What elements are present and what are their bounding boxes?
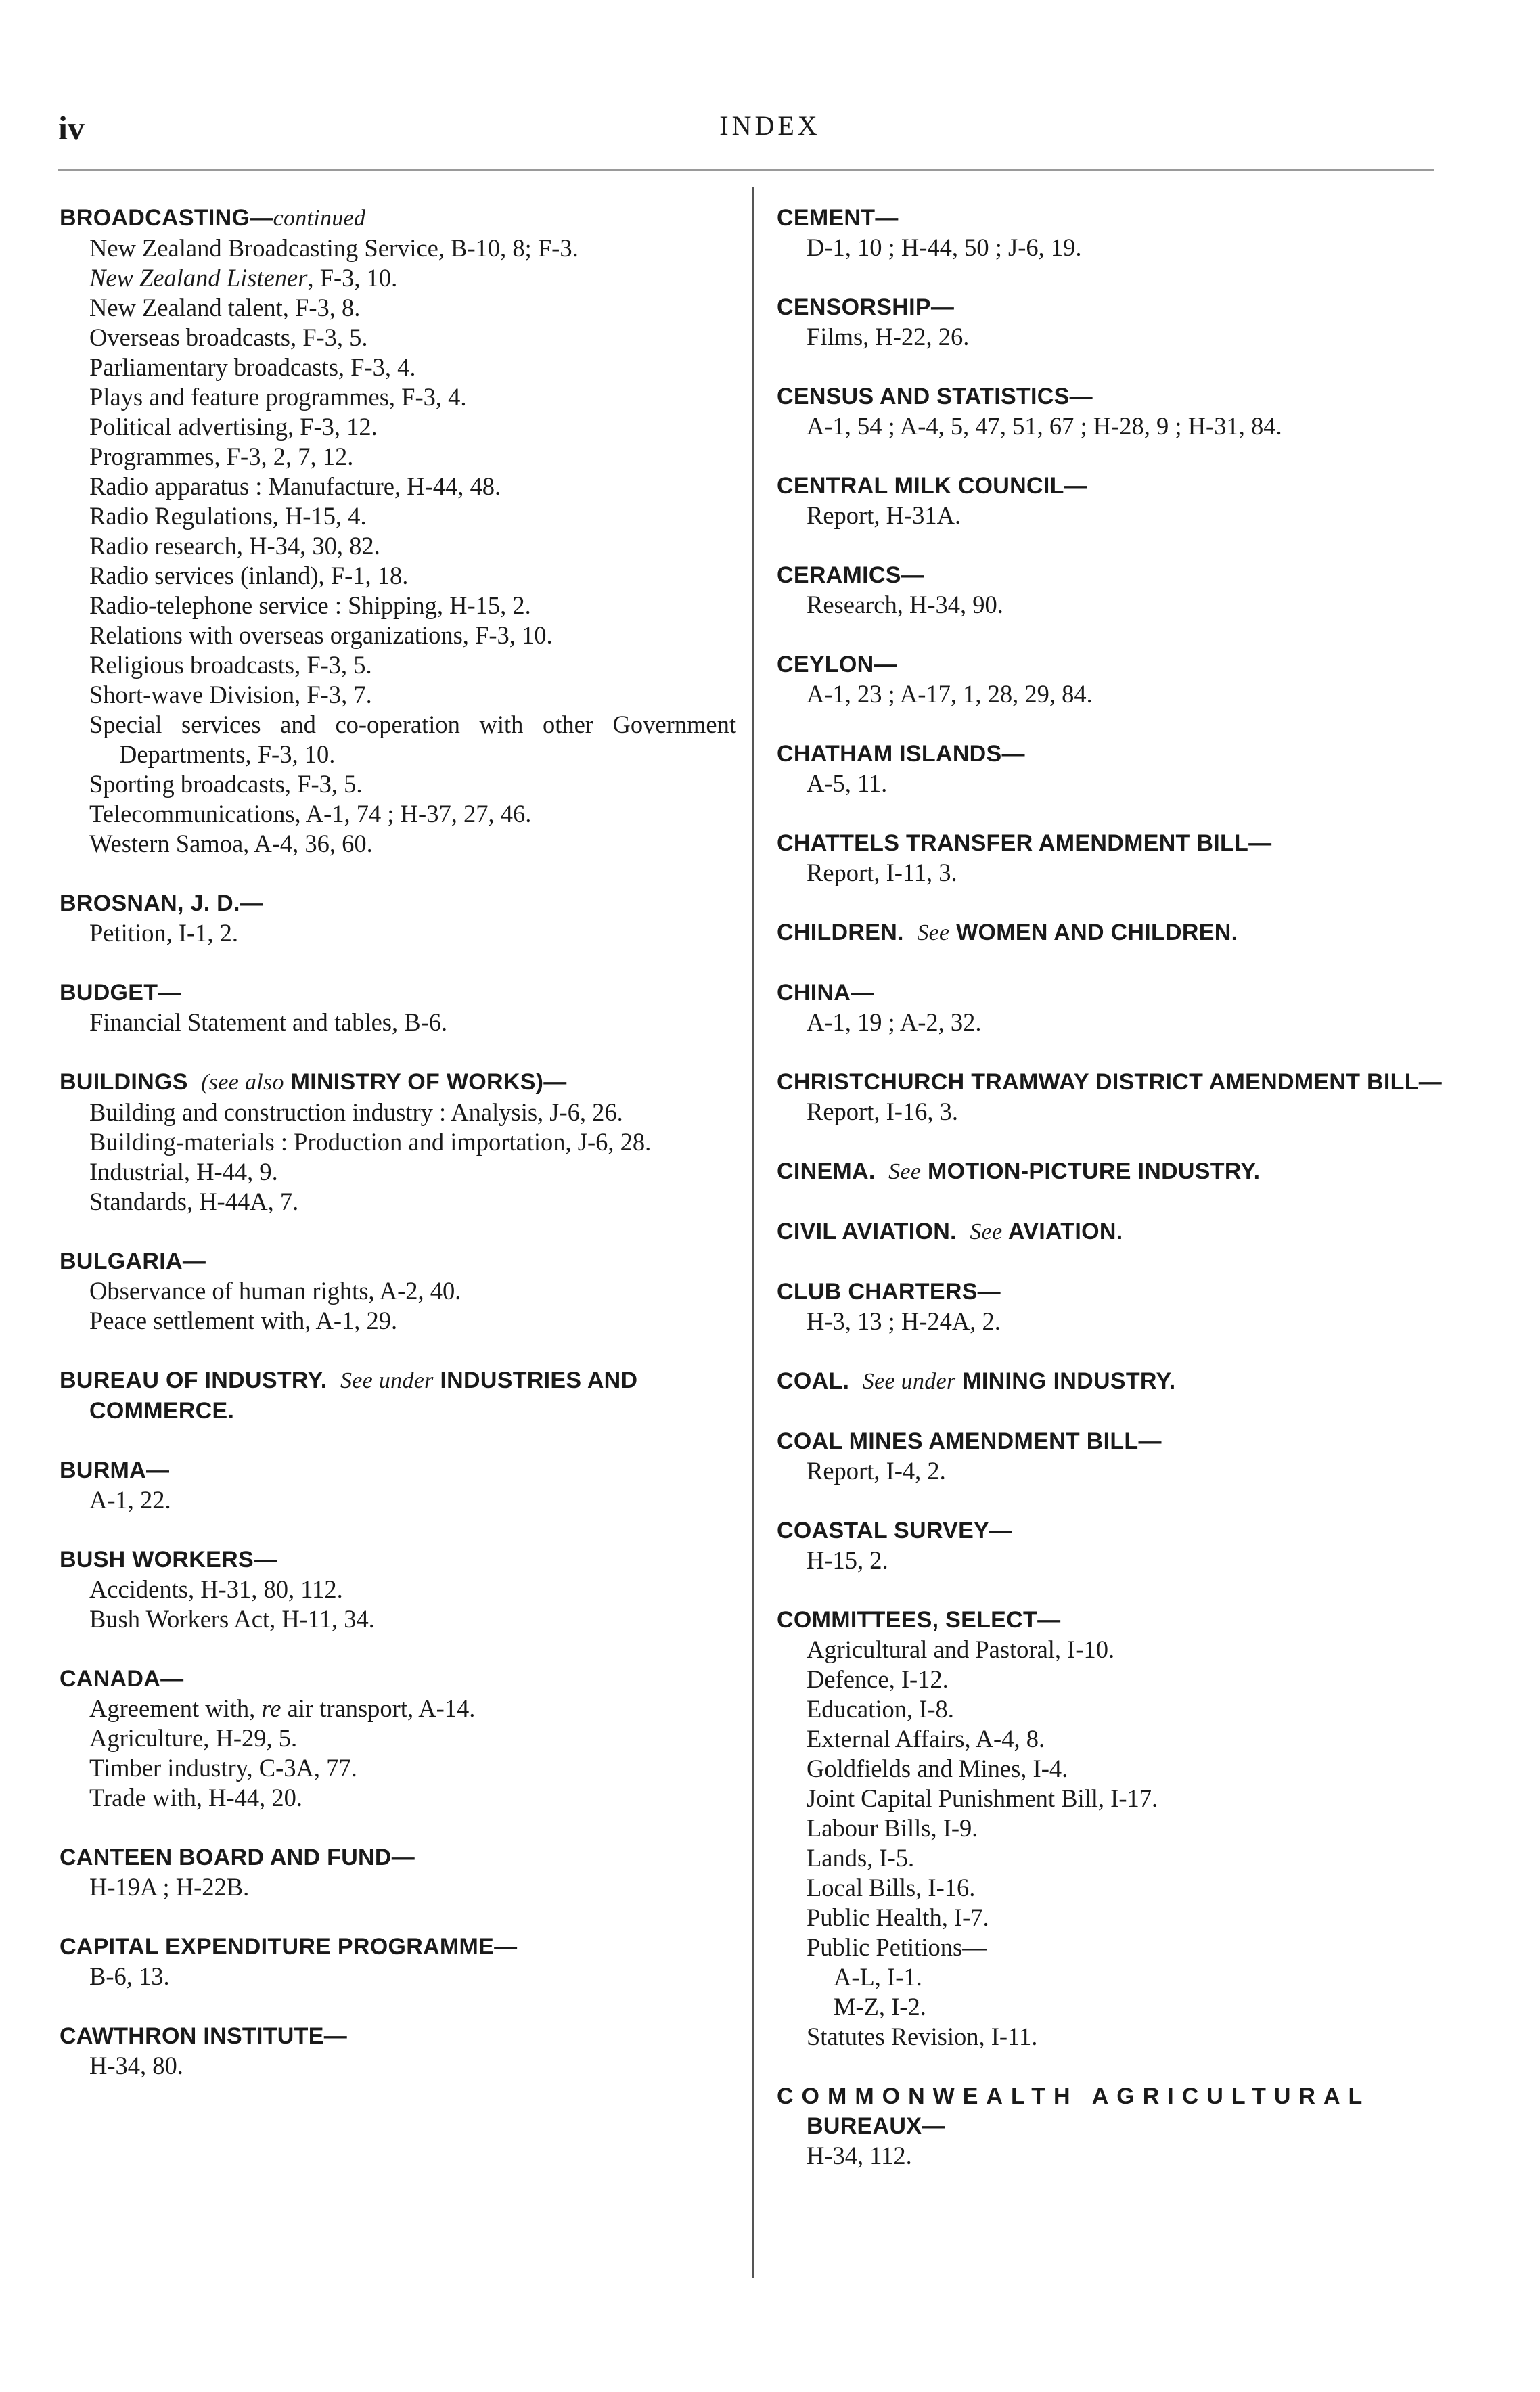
subentry: Goldfields and Mines, I-4. xyxy=(807,1755,1068,1782)
entry-censorship xyxy=(777,292,1443,352)
entry-buildings xyxy=(60,1067,736,1217)
subentry: Western Samoa, A-4, 36, 60. xyxy=(89,830,373,857)
entry-civil-aviation xyxy=(777,1217,1443,1247)
subentry: Political advertising, F-3, 12. xyxy=(89,413,378,441)
subentry: Programmes, F-3, 2, 7, 12. xyxy=(89,443,354,470)
continued-label: continued xyxy=(273,206,366,231)
entry-brosnan xyxy=(60,888,736,948)
page-title: INDEX xyxy=(719,110,821,141)
entry-heading: CHATHAM ISLANDS— xyxy=(777,741,1025,767)
see-ref: See xyxy=(888,1159,922,1184)
entry-heading: BROSNAN, J. D.— xyxy=(60,890,264,916)
cross-reference: MOTION-PICTURE INDUSTRY. xyxy=(928,1158,1261,1184)
subentry: Radio Regulations, H-15, 4. xyxy=(89,502,367,530)
subentry: H-34, 112. xyxy=(807,2142,912,2169)
sub-subentry: M-Z, I-2. xyxy=(834,1993,926,2021)
entry-heading: CIVIL AVIATION. xyxy=(777,1219,957,1244)
entry-heading: COASTAL SURVEY— xyxy=(777,1518,1013,1543)
subentry: B-6, 13. xyxy=(89,1962,170,1990)
entry-heading: BUILDINGS xyxy=(60,1069,188,1095)
entry-heading: CENSORSHIP— xyxy=(777,294,955,320)
subentry: Plays and feature programmes, F-3, 4. xyxy=(89,383,467,411)
entry-budget xyxy=(60,978,736,1037)
right-column xyxy=(777,203,1443,2201)
column-divider xyxy=(752,187,754,2278)
subentry: External Affairs, A-4, 8. xyxy=(807,1725,1045,1753)
entry-heading: CANADA— xyxy=(60,1666,184,1692)
subentry: Standards, H-44A, 7. xyxy=(89,1188,299,1215)
subentry: Industrial, H-44, 9. xyxy=(89,1158,278,1186)
entry-heading: BUDGET— xyxy=(60,980,181,1006)
subentry: D-1, 10 ; H-44, 50 ; J-6, 19. xyxy=(807,233,1082,261)
subentry: Bush Workers Act, H-11, 34. xyxy=(89,1605,375,1633)
entry-committees-select xyxy=(777,1605,1443,2052)
entry-central-milk-council xyxy=(777,471,1443,531)
entry-heading: CLUB CHARTERS— xyxy=(777,1279,1001,1305)
subentry: Defence, I-12. xyxy=(807,1665,949,1693)
subentry: H-34, 80. xyxy=(89,2052,183,2079)
subentry: Report, H-31A. xyxy=(807,501,961,529)
subentry: Public Health, I-7. xyxy=(807,1903,989,1931)
subentry: Agricultural and Pastoral, I-10. xyxy=(807,1635,1115,1663)
header-rule xyxy=(58,169,1434,171)
entry-ceramics xyxy=(777,560,1443,620)
entry-chatham-islands xyxy=(777,739,1443,798)
entry-heading: CEYLON— xyxy=(777,652,897,677)
entry-club-charters xyxy=(777,1277,1443,1336)
entry-commonwealth-bureaux xyxy=(777,2081,1443,2171)
subentry: Short-wave Division, F-3, 7. xyxy=(89,681,372,708)
entry-heading: BROADCASTING— xyxy=(60,205,273,231)
subentry: A-1, 22. xyxy=(89,1486,171,1514)
cross-reference: WOMEN AND CHILDREN. xyxy=(956,920,1238,945)
subentry: A-1, 19 ; A-2, 32. xyxy=(807,1008,982,1036)
subentry: New Zealand talent, F-3, 8. xyxy=(89,294,361,321)
subentry: Labour Bills, I-9. xyxy=(807,1814,978,1842)
entry-heading: CERAMICS— xyxy=(777,562,925,588)
left-column xyxy=(60,203,736,2111)
entry-christchurch-tramway xyxy=(777,1067,1443,1127)
entry-heading: BUREAU OF INDUSTRY. xyxy=(60,1368,327,1393)
subentry: Joint Capital Punishment Bill, I-17. xyxy=(807,1784,1158,1812)
cross-reference: AVIATION. xyxy=(1007,1219,1123,1244)
subentry: Accidents, H-31, 80, 112. xyxy=(89,1575,343,1603)
subentry: New Zealand Listener, F-3, 10. xyxy=(89,264,398,292)
subentry: Sporting broadcasts, F-3, 5. xyxy=(89,770,363,798)
entry-heading: CINEMA. xyxy=(777,1158,876,1184)
cross-reference: INDUSTRIES AND COMMERCE. xyxy=(89,1368,638,1424)
see-under-ref: See under xyxy=(340,1368,434,1393)
subentry: A-1, 54 ; A-4, 5, 47, 51, 67 ; H-28, 9 ; H-31, 84. xyxy=(807,412,1282,440)
subentry: Report, I-16, 3. xyxy=(807,1098,959,1125)
subentry: Lands, I-5. xyxy=(807,1844,915,1872)
entry-heading: BURMA— xyxy=(60,1458,170,1483)
entry-coal xyxy=(777,1366,1443,1397)
entry-children xyxy=(777,918,1443,948)
entry-bulgaria xyxy=(60,1246,736,1336)
entry-heading-continued: BUREAUX— xyxy=(807,2113,945,2139)
subentry: Building and construction industry : Analysis, J-6, 26. xyxy=(89,1098,623,1126)
subentry: Education, I-8. xyxy=(807,1695,954,1723)
subentry: Telecommunications, A-1, 74 ; H-37, 27, 46. xyxy=(89,800,532,828)
entry-heading: CAWTHRON INSTITUTE— xyxy=(60,2023,348,2049)
subentry: Petition, I-1, 2. xyxy=(89,919,238,947)
entry-china xyxy=(777,978,1443,1037)
subentry: A-5, 11. xyxy=(807,769,888,797)
entry-chattels xyxy=(777,828,1443,888)
entry-broadcasting xyxy=(60,203,736,859)
sub-subentry: A-L, I-1. xyxy=(834,1963,922,1991)
subentry: Religious broadcasts, F-3, 5. xyxy=(89,651,372,679)
entry-census xyxy=(777,382,1443,441)
subentry: Observance of human rights, A-2, 40. xyxy=(89,1277,461,1305)
subentry: Report, I-4, 2. xyxy=(807,1457,946,1485)
entry-heading: BULGARIA— xyxy=(60,1248,206,1274)
subentry: Building-materials : Production and importation, J-6, 28. xyxy=(89,1128,652,1156)
subentry: Radio services (inland), F-1, 18. xyxy=(89,562,409,589)
entry-canteen-board xyxy=(60,1843,736,1902)
entry-heading: CENTRAL MILK COUNCIL— xyxy=(777,473,1087,499)
entry-heading: CHRISTCHURCH TRAMWAY DISTRICT AMENDMENT BILL— xyxy=(777,1069,1443,1095)
entry-heading: CHATTELS TRANSFER AMENDMENT BILL— xyxy=(777,830,1272,856)
subentry: Films, H-22, 26. xyxy=(807,323,970,351)
cross-reference: MINING INDUSTRY. xyxy=(962,1368,1176,1394)
subentry: Overseas broadcasts, F-3, 5. xyxy=(89,323,368,351)
subentry: Agriculture, H-29, 5. xyxy=(89,1724,298,1752)
subentry: Parliamentary broadcasts, F-3, 4. xyxy=(89,353,416,381)
subentry: Report, I-11, 3. xyxy=(807,859,957,886)
entry-heading: COAL MINES AMENDMENT BILL— xyxy=(777,1428,1162,1454)
subentry: H-15, 2. xyxy=(807,1546,888,1574)
entry-bush-workers xyxy=(60,1545,736,1634)
entry-heading: CEMENT— xyxy=(777,205,899,231)
entry-heading: CHILDREN. xyxy=(777,920,904,945)
subentry: Trade with, H-44, 20. xyxy=(89,1784,302,1811)
entry-heading: CENSUS AND STATISTICS— xyxy=(777,384,1093,409)
entry-heading: BUSH WORKERS— xyxy=(60,1547,277,1573)
entry-coastal-survey xyxy=(777,1516,1443,1575)
entry-heading: COMMITTEES, SELECT— xyxy=(777,1607,1061,1633)
subentry: Special services and co-operation with other Government Departments, F-3, 10. xyxy=(89,710,736,768)
subentry: Statutes Revision, I-11. xyxy=(807,2023,1038,2050)
subentry: Timber industry, C-3A, 77. xyxy=(89,1754,357,1782)
subentry: New Zealand Broadcasting Service, B-10, 8; F-3. xyxy=(89,234,579,262)
subentry: Financial Statement and tables, B-6. xyxy=(89,1008,448,1036)
page-number: iv xyxy=(58,109,85,147)
entry-canada xyxy=(60,1664,736,1813)
entry-heading: CHINA— xyxy=(777,980,874,1006)
see-also-ref: (see also xyxy=(201,1070,284,1095)
subentry: Local Bills, I-16. xyxy=(807,1874,976,1901)
cross-reference: MINISTRY OF WORKS)— xyxy=(290,1069,567,1095)
entry-ceylon xyxy=(777,650,1443,709)
see-ref: See xyxy=(917,920,950,945)
entry-bureau-of-industry xyxy=(60,1366,736,1426)
entry-heading: COMMONWEALTH AGRICULTURAL xyxy=(777,2083,1371,2109)
subentry: Radio apparatus : Manufacture, H-44, 48. xyxy=(89,472,501,500)
entry-burma xyxy=(60,1455,736,1515)
entry-heading: COAL. xyxy=(777,1368,850,1394)
subentry: Radio-telephone service : Shipping, H-15, 2. xyxy=(89,591,531,619)
subentry: A-1, 23 ; A-17, 1, 28, 29, 84. xyxy=(807,680,1093,708)
subentry: Peace settlement with, A-1, 29. xyxy=(89,1307,398,1334)
entry-cinema xyxy=(777,1156,1443,1187)
subentry: Radio research, H-34, 30, 82. xyxy=(89,532,380,560)
subentry: Research, H-34, 90. xyxy=(807,591,1003,618)
subentry: H-3, 13 ; H-24A, 2. xyxy=(807,1307,1001,1335)
subentry: Public Petitions— xyxy=(807,1933,987,1961)
entry-cawthron xyxy=(60,2021,736,2081)
entry-heading: CAPITAL EXPENDITURE PROGRAMME— xyxy=(60,1934,518,1960)
subentry: Relations with overseas organizations, F-3, 10. xyxy=(89,621,553,649)
see-under-ref: See under xyxy=(862,1369,956,1394)
entry-coal-mines-bill xyxy=(777,1426,1443,1486)
see-ref: See xyxy=(970,1219,1003,1244)
entry-cement xyxy=(777,203,1443,263)
subentry: Agreement with, re air transport, A-14. xyxy=(89,1694,476,1722)
subentry: H-19A ; H-22B. xyxy=(89,1873,250,1901)
entry-heading: CANTEEN BOARD AND FUND— xyxy=(60,1845,415,1870)
entry-capital-expenditure xyxy=(60,1932,736,1991)
